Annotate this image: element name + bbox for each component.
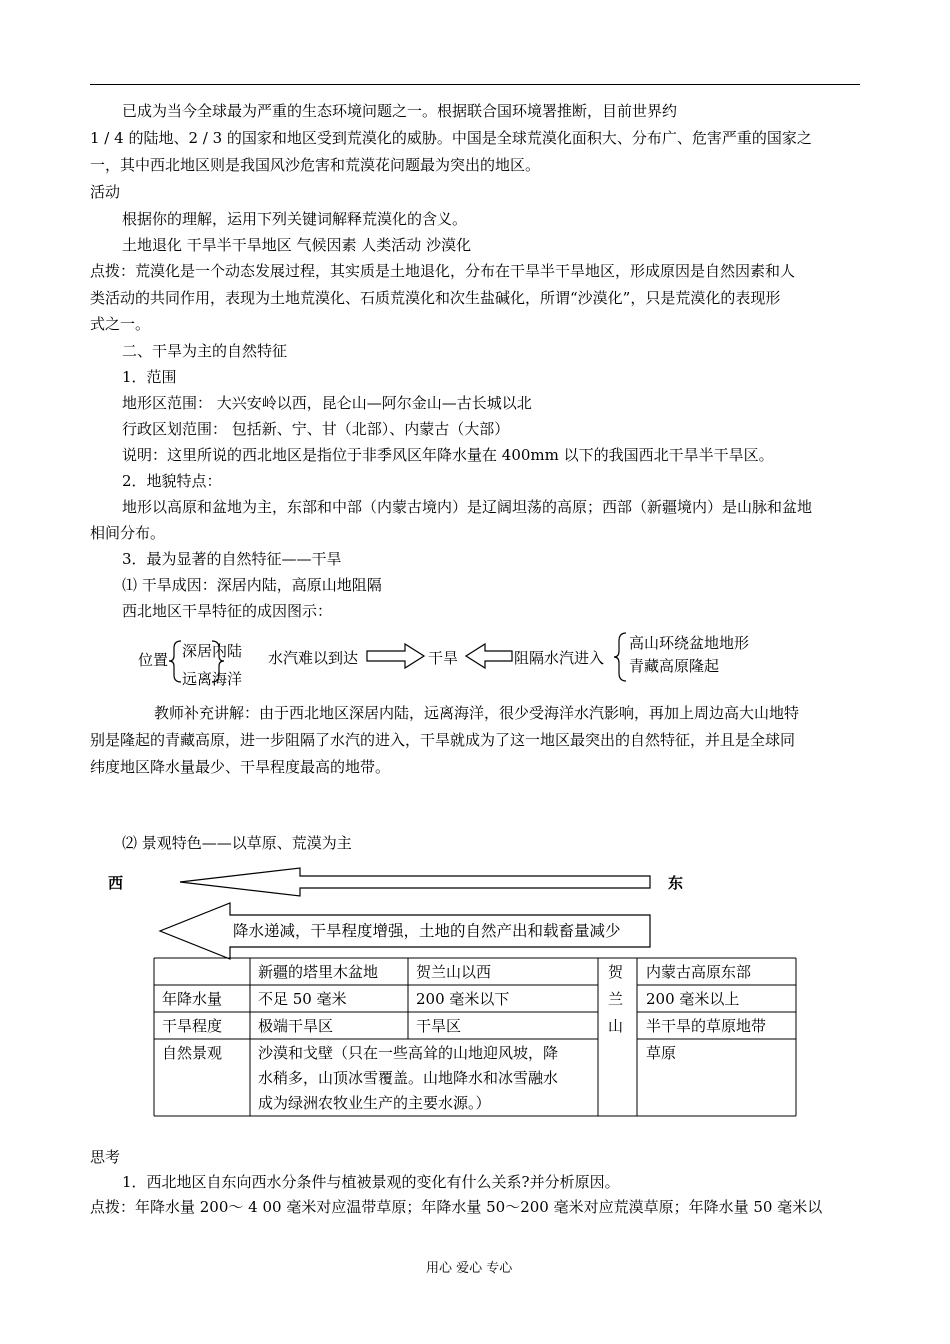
think-hint: 点拨：年降水量 200～ 4 00 毫米对应温带草原；年降水量 50～200 毫米对应荒漠草原；年降水量 50 毫米以 <box>90 1198 823 1216</box>
west-east-arrow-icon <box>180 868 650 896</box>
table-row-label: 年降水量 <box>162 990 223 1008</box>
diagram-block: 阻隔水汽进入 <box>514 649 605 667</box>
trend-arrow-text: 降水递减，干旱程度增强，土地的自然产出和载畜量减少 <box>233 922 621 940</box>
subsection-heading: 1．范围 <box>122 368 177 386</box>
keywords: 土地退化 干旱半干旱地区 气候因素 人类活动 沙漠化 <box>122 236 472 254</box>
admin-range: 行政区划范围： 包括新、宁、甘（北部）、内蒙古（大部） <box>122 420 510 438</box>
table-cell: 不足 50 毫米 <box>258 990 347 1008</box>
hint-line: 类活动的共同作用，表现为土地荒漠化、石质荒漠化和次生盐碱化，所谓“沙漠化”，只是荒漠化的表现形 <box>90 289 781 307</box>
diagram-inland: 深居内陆 <box>182 642 243 660</box>
page-footer: 用心 爱心 专心 <box>426 1261 513 1276</box>
cause-brace <box>614 633 626 681</box>
terrain-range: 地形区范围： 大兴安岭以西，昆仑山—阿尔金山—古长城以北 <box>122 394 532 412</box>
paragraph-line: 一，其中西北地区则是我国风沙危害和荒漠花问题最为突出的地区。 <box>90 156 541 174</box>
activity-heading: 活动 <box>90 183 121 201</box>
diagram-far-sea: 远离海洋 <box>182 670 243 688</box>
arrow-left-icon <box>466 644 512 668</box>
east-label: 东 <box>668 874 684 892</box>
hint-line: 式之一。 <box>90 315 151 333</box>
table-header: 新疆的塔里木盆地 <box>258 963 379 981</box>
teacher-text: 别是隆起的青藏高原，进一步阻隔了水汽的进入，干旱就成为了这一地区最突出的自然特征，并且是全球同 <box>90 731 796 749</box>
table-cell: 200 毫米以下 <box>416 990 510 1008</box>
left-brace <box>169 641 181 682</box>
table-row-label: 干旱程度 <box>162 1017 223 1035</box>
arrow-right-icon <box>367 644 424 668</box>
west-label: 西 <box>108 874 124 892</box>
table-cell: 极端干旱区 <box>258 1017 334 1035</box>
activity-text: 根据你的理解，运用下列关键词解释荒漠化的含义。 <box>122 210 468 228</box>
table-helan-char: 贺 <box>608 963 624 981</box>
subsection-heading: 2．地貌特点： <box>122 472 222 490</box>
note: 说明：这里所说的西北地区是指位于非季风区年降水量在 400mm 以下的我国西北干旱半干旱区。 <box>122 446 774 464</box>
think-heading: 思考 <box>90 1148 121 1166</box>
think-question: 1．西北地区自东向西水分条件与植被景观的变化有什么关系?并分析原因。 <box>122 1173 620 1191</box>
teacher-text: 教师补充讲解：由于西北地区深居内陆，远离海洋，很少受海洋水汽影响，再加上周边高大山地特 <box>154 704 800 722</box>
table-helan-char: 山 <box>608 1017 624 1035</box>
table-cell: 成为绿洲农牧业生产的主要水源。） <box>258 1094 491 1112</box>
paragraph-line: 1 / 4 的陆地、2 / 3 的国家和地区受到荒漠化的威胁。中国是全球荒漠化面积大、分布广、危害严重的国家之 <box>90 129 812 147</box>
teacher-text: 纬度地区降水量最少、干旱程度最高的地带。 <box>90 758 391 776</box>
landscape-title: ⑵ 景观特色——以草原、荒漠为主 <box>122 834 352 852</box>
landform-text: 地形以高原和盆地为主，东部和中部（内蒙古境内）是辽阔坦荡的高原；西部（新疆境内）是山脉和盆地 <box>122 498 813 516</box>
diagram-position: 位置 <box>138 651 169 669</box>
table-helan-char: 兰 <box>608 990 624 1008</box>
cause-figure-caption: 西北地区干旱特征的成因图示： <box>122 602 333 620</box>
landform-text: 相间分布。 <box>90 524 166 542</box>
table-cell: 干旱区 <box>416 1017 462 1035</box>
table-cell: 沙漠和戈壁（只在一些高耸的山地迎风坡，降 <box>258 1044 559 1062</box>
paragraph-line: 已成为当今全球最为严重的生态环境问题之一。根据联合国环境署推断，目前世界约 <box>122 102 678 120</box>
drought-cause: ⑴ 干旱成因：深居内陆，高原山地阻隔 <box>122 576 382 594</box>
hint-line: 点拨：荒漠化是一个动态发展过程，其实质是土地退化，分布在干旱半干旱地区，形成原因是自然因素和人 <box>90 262 796 280</box>
table-cell: 水稍多，山顶冰雪覆盖。山地降水和冰雪融水 <box>258 1069 559 1087</box>
table-cell: 草原 <box>646 1044 677 1062</box>
table-header: 贺兰山以西 <box>416 963 492 981</box>
diagram-mountains: 高山环绕盆地地形 <box>629 634 750 652</box>
table-cell: 半干旱的草原地带 <box>646 1017 767 1035</box>
subsection-heading: 3．最为显著的自然特征——干旱 <box>122 550 342 568</box>
diagram-drought: 干旱 <box>428 649 459 667</box>
diagram-plateau: 青藏高原隆起 <box>629 657 720 675</box>
diagram-vapor: 水汽难以到达 <box>268 649 359 667</box>
section-heading: 二、干旱为主的自然特征 <box>122 342 288 360</box>
table-cell: 200 毫米以上 <box>646 990 740 1008</box>
table-header: 内蒙古高原东部 <box>646 963 752 981</box>
table-row-label: 自然景观 <box>162 1044 223 1062</box>
